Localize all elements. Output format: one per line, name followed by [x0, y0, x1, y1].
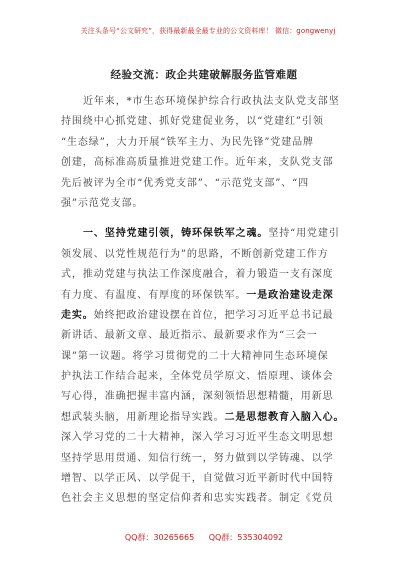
subheading: 一是政治建设走深: [246, 289, 334, 301]
text-line: 领发展、以党性规范行为”的思路，不断创新党建工作方: [61, 248, 329, 260]
text-line: 色社会主义思想的坚定信仰者和忠实实践者。制定《党员: [61, 493, 334, 505]
text-span: 坚持“用党建引: [268, 228, 340, 240]
section-heading: 一、坚持党建引领，铸环保铁军之魂。: [83, 228, 269, 240]
text-line: 强”示范党支部。: [61, 197, 144, 209]
document-body: [61, 92, 351, 510]
text-line: [61, 286, 351, 306]
footer-qq-group-1: QQ群：30265665: [124, 533, 195, 542]
header-banner: 关注头条号“公文研究”，获得最新最全最专业的公文资料库！ 微信：gongwenyj: [80, 27, 336, 35]
footer-qq-group-2: QQ群：535304092: [208, 533, 284, 542]
text-span: 有力度、有温度、有厚度的环保铁军。: [61, 289, 247, 301]
footer: [0, 532, 408, 543]
subheading: 走实。: [61, 309, 94, 321]
text-line: 写心得，准确把握丰富内涵，深刻领悟思想精髓，用新思: [61, 391, 334, 403]
text-line: 课”第一议题。将学习贯彻党的二十大精神同生态环境保: [61, 350, 329, 362]
text-line: 持围绕中心抓党建、抓好党建促业务，以“党建红”引领: [61, 116, 324, 128]
text-line: 创建，高标准高质量推进党建工作。近年来，支队党支部: [61, 157, 334, 169]
text-line: [61, 408, 351, 428]
text-line: 新讲话、最新文章、最近指示、最新要求作为“三会一: [61, 330, 318, 342]
text-line: 深入学习党的二十大精神，深入学习习近平生态文明思想: [61, 432, 334, 444]
text-span: 想武装头脑，用新理论指导实践。: [61, 411, 225, 423]
text-line: [61, 306, 351, 326]
text-line: 式，推动党建与执法工作深度融合，着力锻造一支有深度: [61, 269, 334, 281]
text-line: 先后被评为全市“优秀党支部”、“示范党支部”、“四: [61, 177, 310, 189]
text-span: 始终把政治建设摆在首位，把学习习近平总书记最: [93, 309, 334, 321]
text-line: 坚持学思用贯通、知信行统一，努力做到以学铸魂、以学: [61, 452, 334, 464]
text-line: 近年来，*市生态环境保护综合行政执法支队党支部坚: [83, 96, 340, 107]
subheading: 二是思想教育入脑入心。: [224, 411, 345, 423]
document-title: 经验交流：政企共建破解服务监管难题: [110, 69, 298, 81]
text-line: 护执法工作结合起来，全体党员学原文、悟原理、谈体会: [61, 371, 334, 383]
text-line: 增智、以学正风、以学促干，自觉做习近平新时代中国特: [61, 473, 334, 485]
text-line: “生态绿”，大力开展“铁军主力、为民先锋”党建品牌: [61, 136, 314, 148]
section-heading-line: [61, 224, 351, 244]
